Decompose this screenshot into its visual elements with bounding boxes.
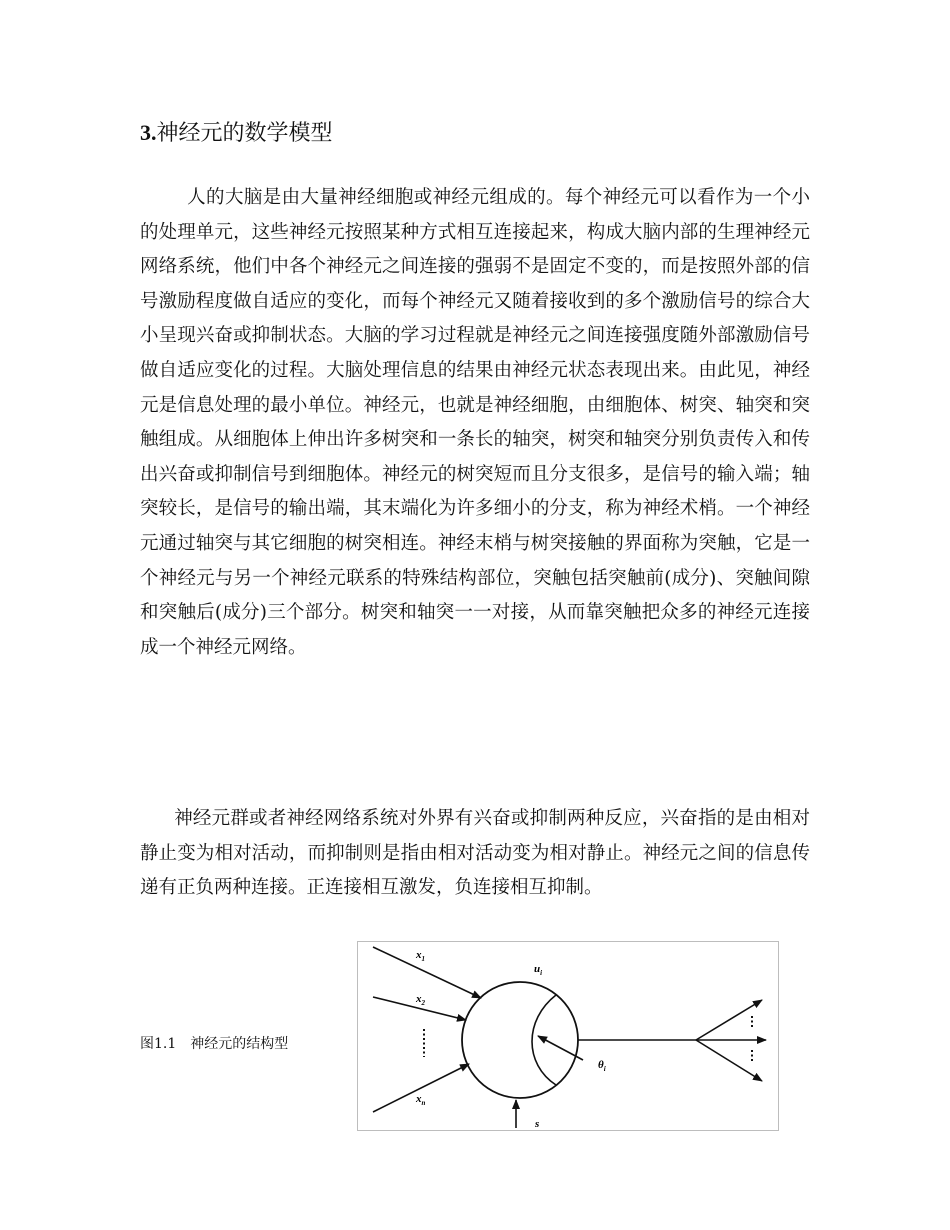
label-u: $u_i$	[534, 963, 543, 977]
section-title: 神经元的数学模型	[156, 121, 333, 146]
neuron-figure	[357, 941, 779, 1131]
label-xn: $x_n$	[416, 1093, 426, 1107]
paragraph-2: 神经元群或者神经网络系统对外界有兴奋或抑制两种反应，兴奋指的是由相对静止变为相对活动，而抑制则是指由相对活动变为相对静止。神经元之间的信息传递有正负两种连接。正连接相互激发，负连接相互抑制。	[140, 808, 810, 899]
label-theta: $\theta_i$	[598, 1059, 606, 1073]
label-x1: $x_1$	[416, 949, 425, 963]
section-number: 3.	[140, 120, 157, 145]
label-s: s	[535, 1118, 540, 1130]
label-x2: $x_2$	[416, 993, 425, 1007]
figure-caption: 图1.1 神经元的结构型	[140, 1036, 289, 1052]
neuron-diagram	[358, 942, 778, 1130]
section-heading	[140, 116, 333, 147]
theta-arrow	[538, 1036, 583, 1060]
input-arrow-1	[373, 947, 481, 998]
paragraph-1: 人的大脑是由大量神经细胞或神经元组成的。每个神经元可以看作为一个小的处理单元，这些神经元按照某种方式相互连接起来，构成大脑内部的生理神经元网络系统，他们中各个神经元之间连接的强弱不是固定不变的，而是按照外部的信号激励程度做自适应的变化，而每个神经元又随着接收到的多个激励信号的综合大小呈现兴奋或抑制状态。大脑的学习过程就是神经元之间连接强度随外部激励信号做自适应变化的过程。大脑处理信息的结果由神经元状态表现出来。由此见，神经元是信息处理的最小单位。神经元，也就是神经细胞，由细胞体、树突、轴突和突触组成。从细胞体上伸出许多树突和一条长的轴突，树突和轴突分别负责传入和传出兴奋或抑制信号到细胞体。神经元的树突短而且分支很多，是信号的输入端；轴突较长，是信号的输出端，其末端化为许多细小的分支，称为神经术梢。一个神经元通过轴突与其它细胞的树突相连。神经末梢与树突接触的界面称为突触，它是一个神经元与另一个神经元联系的特殊结构部位，突触包括突触前(成分)、突触间隙和突触后(成分)三个部分。树突和轴突一一对接，从而靠突触把众多的神经元连接成一个神经元网络。	[140, 187, 810, 658]
output-arrow-1	[696, 1000, 762, 1040]
neuron-body	[462, 982, 578, 1098]
